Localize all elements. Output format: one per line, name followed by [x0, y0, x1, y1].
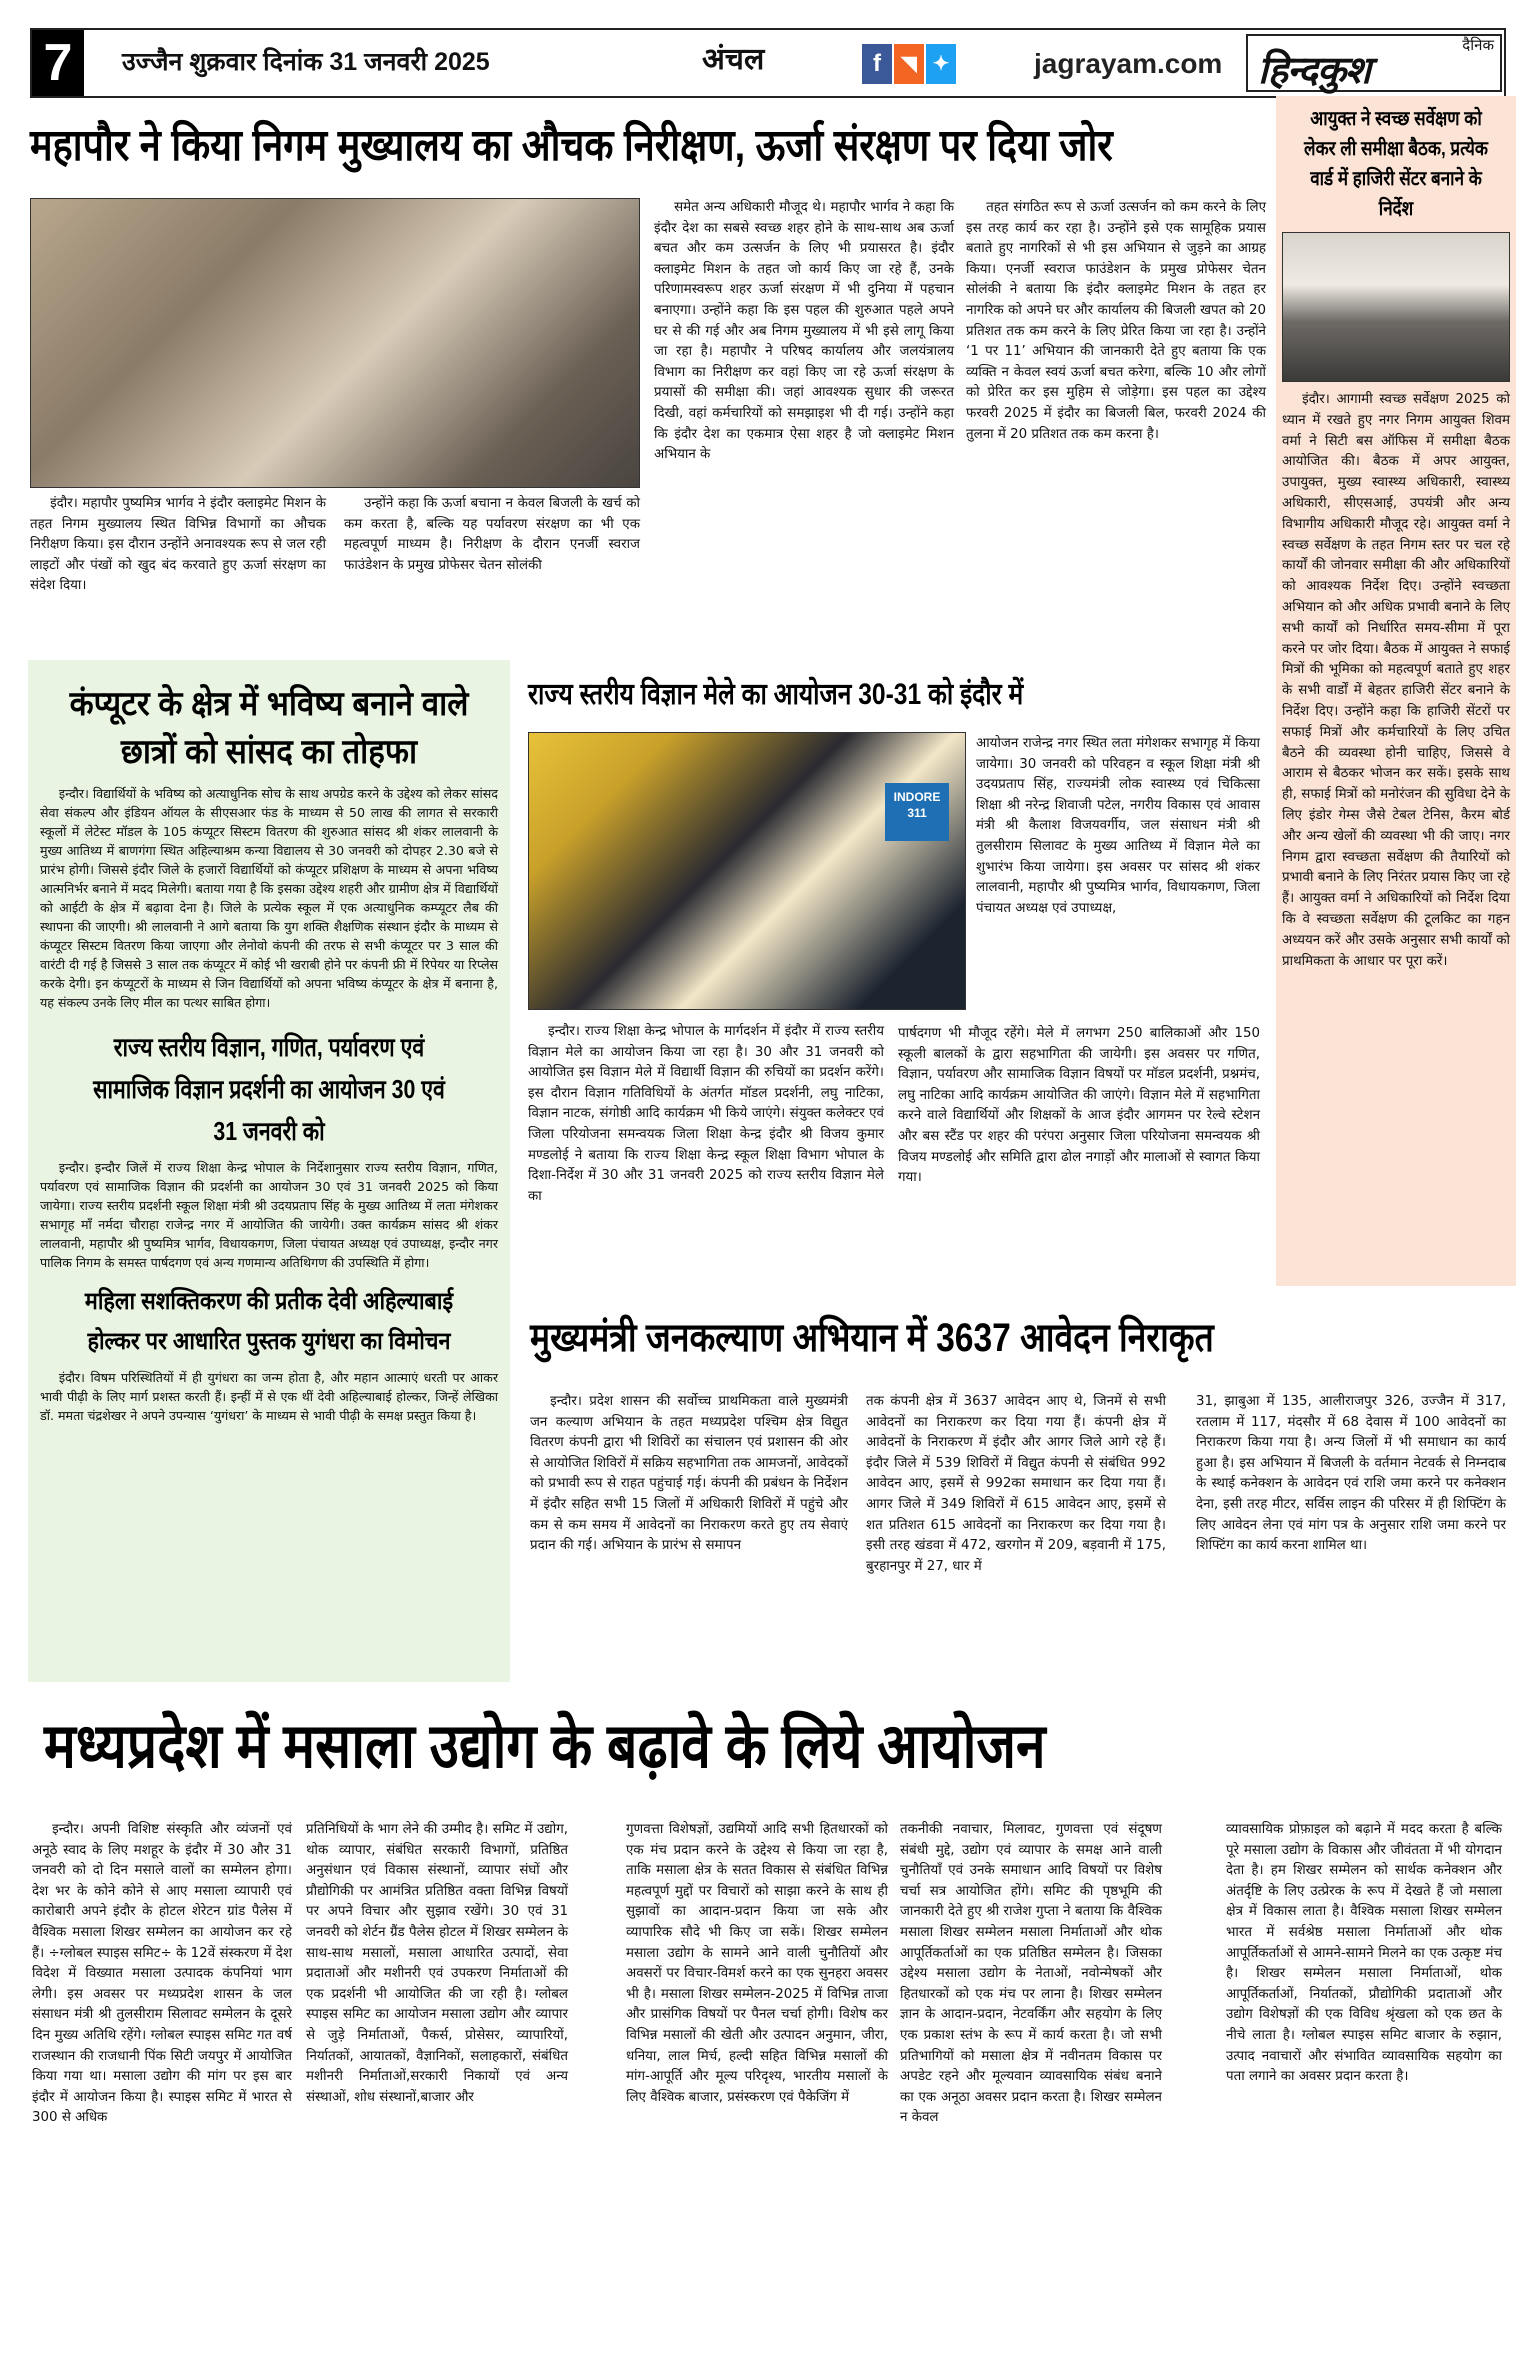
sidebar-story	[1276, 96, 1516, 1286]
cm-col-3: 31, झाबुआ में 135, आलीराजपुर 326, उज्जैन में 317, रतलाम में 117, मंदसौर में 68 देवास में 100 आवेदनों का निराकरण किया गया है। अन्य जिलों में भी समाधान का कार्य हुआ है। इस अभियान में बिजली के वर्तमान नेटवर्क से निम्नदाब के स्थाई कनेक्शन के आवेदन एवं राशि जमा करने पर कनेक्शन देना, इसी तरह मीटर, सर्विस लाइन की परिसर में ही शिफ्टिंग के लिए आवेदन लेना एवं मांग पत्र के अनुसार राशि जमा करने पर शिफ्टिंग का कार्य करना शामिल था।	[1196, 1394, 1506, 1554]
spice-col-1: इन्दौर। अपनी विशिष्ट संस्कृति और व्यंजनों एवं अनूठे स्वाद के लिए मशहूर के इंदौर में 30 और 31 जनवरी को दो दिन मसाले वालों का सम्मेलन होगा। देश भर के कोने कोने से आए मसाला व्यापारी एवं कारोबारी अपने इंदौर के होटल शेरेटन ग्रांड पैलेस में वैश्विक मसाला शिखर सम्मेलन का आयोजन कर रहे हैं। ÷ग्लोबल स्पाइस समिट÷ के 12वें संस्करण में देश विदेश में विख्यात मसाला उत्पादक कंपनियां भाग लेगी। इस अवसर पर मध्यप्रदेश शासन के जल संसाधन मंत्री श्री तुलसीराम सिलावट सम्मेलन के दूसरे दिन मुख्य अतिथि रहेंगे। ग्लोबल स्पाइस समिट गत वर्ष राजस्थान की राजधानी पिंक सिटी जयपुर में आयोजित किया गया था। मसाला उद्योग की मांग पर इस बार इंदौर में आयोजन किया है। स्पाइस समिट में भारत से 300 से अधिक	[32, 1822, 292, 2126]
rss-icon[interactable]: ◥	[894, 44, 924, 84]
science-fair-bottom-left: इन्दौर। राज्य शिक्षा केन्द्र भोपाल के मार्गदर्शन में इंदौर में राज्य स्तरीय विज्ञान मेले का आयोजन किया जा रहा है। 30 और 31 जनवरी को आयोजित इस विज्ञान मेले में विद्यार्थी विज्ञान की रुचियों का प्रदर्शन करेंगे। इस दौरान विज्ञान गतिविधियों के अंतर्गत मॉडल प्रदर्शनी, लघु नाटिका, विज्ञान नाटक, संगोष्ठी आदि कार्यक्रम भी किये जाएंगे। संयुक्त कलेक्टर एवं जिला परियोजना समन्वयक जिला शिक्षा केन्द्र इंदौर श्री विजय कुमार मण्डलोई ने बताया कि राज्य शिक्षा केन्द्र स्कूल शिक्षा विभाग भोपाल के दिशा-निर्देश में 30 और 31 जनवरी 2025 को राज्य स्तरीय विज्ञान मेले का	[528, 1024, 884, 1204]
sidebar-body: इंदौर। आगामी स्वच्छ सर्वेक्षण 2025 को ध्यान में रखते हुए नगर निगम आयुक्त शिवम वर्मा ने सिटी बस ऑफिस में समीक्षा बैठक आयोजित की। बैठक में अपर आयुक्त, उपायुक्त, मुख्य स्वास्थ्य अधिकारी, स्वास्थ्य अधिकारी, सीएसआई, उपयंत्री और अन्य विभागीय अधिकारी मौजूद रहे। आयुक्त वर्मा ने स्वच्छ सर्वेक्षण के तहत निगम स्तर पर चल रहे कार्यों की जोनवार समीक्षा की और अधिकारियों को आवश्यक निर्देश दिए। उन्होंने स्वच्छता अभियान को और अधिक प्रभावी बनाने के लिए सभी कार्यों को निर्धारित समय-सीमा में पूरा करने पर जोर दिया। बैठक में आयुक्त ने सफाई मित्रों की भूमिका को महत्वपूर्ण बताते हुए शहर के सभी वार्डों में बेहतर हाजिरी सेंटर बनाने के निर्देश दिए। उन्होंने कहा कि हाजिरी सेंटरों पर सफाई मित्रों और कर्मचारियों के लिए उचित बैठने की व्यवस्था होनी चाहिए, जिससे वे आराम से बैठकर भोजन कर सकें। इसके साथ ही, सफाई मित्रों को मनोरंजन की सुविधा देने के लिए इंडोर गेम्स जैसे टेबल टेनिस, कैरम बोर्ड और अन्य खेलों की व्यवस्था भी की जाए। नगर निगम द्वारा स्वच्छता सर्वेक्षण की तैयारियों को प्रभावी बनाने के लिए निरंतर प्रयास किए जा रहे हैं। आयुक्त वर्मा ने अधिकारियों को निर्देश दिया कि वे स्वच्छता सर्वेक्षण की टूलकिट का गहन अध्ययन करें और उसके अनुसार सभी कार्यों को प्राथमिकता के आधार पर पूरा करें।	[1282, 392, 1510, 969]
sidebar-headline: आयुक्त ने स्वच्छ सर्वेक्षण को लेकर ली समीक्षा बैठक, प्रत्येक वार्ड में हाजिरी सेंटर बनाने के निर्देश	[1304, 108, 1488, 220]
lead-col-4: तहत संगठित रूप से ऊर्जा उत्सर्जन को कम करने के लिए इस तरह कार्य कर रहा है। उन्होंने इसे एक सामूहिक प्रयास बताते हुए नागरिकों से भी इस अभियान से जुड़ने का आग्रह किया। एनर्जी स्वराज फाउंडेशन के प्रमुख प्रोफेसर चेतन सोलंकी ने बताया कि इंदौर क्लाइमेट मिशन के तहत हर नागरिक को अपने घर और कार्यालय की बिजली खपत को 20 प्रतिशत तक कम करने के लिए प्रेरित किया जा रहा है। उन्होंने ‘1 पर 11’ अभियान की जानकारी देते हुए बताया कि एक व्यक्ति न केवल स्वयं ऊर्जा बचत करेगा, बल्कि 10 और लोगों को प्रेरित कर इस मुहिम से जोड़ेगा। इस पहल का उद्देश्य फरवरी 2025 में इंदौर का बिजली बिल, फरवरी 2024 की तुलना में 20 प्रतिशत तक कम करना है।	[966, 200, 1266, 442]
lead-photo	[30, 198, 640, 488]
section-name: अंचल	[702, 43, 765, 76]
page-number: 7	[32, 30, 84, 96]
logo-name: हिन्दकुश	[1258, 47, 1370, 92]
sidebar-photo	[1282, 232, 1510, 382]
logo-prefix: दैनिक	[1462, 36, 1494, 54]
dateline: उज्जैन शुक्रवार दिनांक 31 जनवरी 2025	[122, 48, 490, 76]
science-fair-photo	[528, 732, 966, 1010]
computer-headline: कंप्यूटर के क्षेत्र में भविष्य बनाने वाले छात्रों को सांसद का तोहफा	[69, 685, 469, 771]
lead-col-1: इंदौर। महापौर पुष्यमित्र भार्गव ने इंदौर क्लाइमेट मिशन के तहत निगम मुख्यालय स्थित विभिन्न विभागों का औचक निरीक्षण किया। इस दौरान उन्होंने अनावश्यक रूप से जल रही लाइटों और पंखों को खुद बंद करवाते हुए ऊर्जा संरक्षण का संदेश दिया।	[30, 496, 326, 594]
cm-headline: मुख्यमंत्री जनकल्याण अभियान में 3637 आवेदन निराकृत	[530, 1316, 1214, 1360]
lead-headline: महापौर ने किया निगम मुख्यालय का औचक निरीक्षण, ऊर्जा संरक्षण पर दिया जोर	[30, 121, 1113, 170]
spice-col-5: व्यावसायिक प्रोफ़ाइल को बढ़ाने में मदद करता है बल्कि पूरे मसाला उद्योग के विकास और जीवंतता में भी योगदान देता है। हम शिखर सम्मेलन को सार्थक कनेक्शन और अंतर्दृष्टि के लिए उत्प्रेरक के रूप में देखते हैं जो मसाला क्षेत्र में विकास लाता है। वैश्विक मसाला शिखर सम्मेलन भारत में सर्वश्रेष्ठ मसाला निर्माताओं और थोक आपूर्तिकर्ताओं से आमने-सामने मिलने का एक उत्कृष्ट मंच है। शिखर सम्मेलन मसाला निर्माताओं, थोक आपूर्तिकर्ताओं, निर्यातकों, प्रौद्योगिकी प्रदाताओं और उद्योग विशेषज्ञों की एक विविध श्रृंखला को एक छत के नीचे लाता है। ग्लोबल स्पाइस समिट बाजार के रुझान, उत्पाद नवाचारों और संभावित व्यावसायिक सहयोग का पता लगाने का अवसर प्रदान करता है।	[1226, 1822, 1502, 2085]
computer-body: इन्दौर। विद्यार्थियों के भविष्य को अत्याधुनिक सोच के साथ अपग्रेड करने के उद्देश्य को लेकर सांसद सेवा संकल्प और इंडियन ऑयल के सीएसआर फंड के माध्यम से 50 लाख की लागत से सरकारी स्कूलों में लेटेस्ट मॉडल के 105 कंप्यूटर सिस्टम वितरण की शुरुआत सांसद श्री शंकर लालवानी के मुख्य आतिथ्य में बाणगंगा स्थित अहिल्याश्रम कन्या विद्यालय से 30 जनवरी को दोपहर 2.30 बजे से प्रारंभ होगी। जिससे इंदौर जिले के हजारों विद्यार्थियों को कंप्यूटर प्रशिक्षण के माध्यम से अपना भविष्य आत्मनिर्भर बनाने में मदद मिलेगी। बताया गया है कि इसका उद्देश्य शहरी और ग्रामीण क्षेत्र में विद्यार्थियों को आईटी के क्षेत्र में बढ़ावा देना है। जिले के प्रत्येक स्कूल में एक अत्याधुनिक कम्प्यूटर लैब की स्थापना की जाएगी। श्री लालवानी ने आगे बताया कि युग शक्ति शैक्षणिक संस्थान इंदौर के माध्यम से कंप्यूटर सिस्टम वितरण किया जाएगा और लेनोवो कंपनी की तरफ से सभी कंप्यूटर पर 3 साल की वारंटी दी गई है जिससे 3 साल तक कंप्यूटर में कोई भी खराबी होने पर कंपनी फ्री में रिपेयर या रिप्लेस करके देगी। इन कंप्यूटरों के माध्यम से जिन विद्यार्थियों को अपना भविष्य कंप्यूटर के क्षेत्र में बनाना है, यह संकल्प उनके लिए मील का पत्थर साबित होगा।	[40, 786, 498, 1010]
book-headline: महिला सशक्तिकरण की प्रतीक देवी अहिल्याबाई होल्कर पर आधारित पुस्तक युगंधरा का विमोचन	[84, 1288, 454, 1355]
science-fair-headline: राज्य स्तरीय विज्ञान मेले का आयोजन 30-31 को इंदौर में	[528, 678, 1024, 711]
science-fair-bottom-right: पार्षदगण भी मौजूद रहेंगे। मेले में लगभग 250 बालिकाओं और 150 स्कूली बालकों के द्वारा सहभागिता की जायेगी। इस अवसर पर गणित, विज्ञान, पर्यावरण और सामाजिक विज्ञान विषयों पर मॉडल प्रदर्शनी, प्रश्नमंच, लघु नाटिका आदि कार्यक्रम आयोजित की जाएंगे। विज्ञान मेले में सहभागिता करने वाले विद्यार्थियों और शिक्षकों के आज इंदौर आगमन पर रेल्वे स्टेशन और बस स्टैंड पर शहर की परंपरा अनुसार जिला परियोजना समन्वयक श्री विजय मण्डलोई और समिति द्वारा ढोल नगाड़ों और मालाओं से स्वागत किया गया।	[898, 1026, 1260, 1186]
indore-311-sign: INDORE 311	[885, 783, 949, 841]
newspaper-logo	[1246, 34, 1502, 92]
twitter-icon[interactable]: ✦	[926, 44, 956, 84]
lead-col-3: समेत अन्य अधिकारी मौजूद थे। महापौर भार्गव ने कहा कि इंदौर देश का सबसे स्वच्छ शहर होने के साथ-साथ अब ऊर्जा बचत और कम उत्सर्जन के लिए भी प्रयासरत है। इंदौर क्लाइमेट मिशन के तहत जो कार्य किए जा रहे हैं, उनके परिणामस्वरूप शहर ऊर्जा संरक्षण में भी दुनिया में पहचान बनाएगा। उन्होंने कहा कि इस पहल की शुरुआत पहले अपने घर से की गई और अब निगम मुख्यालय में भी इसे लागू किया जा रहा है। महापौर ने परिषद कार्यालय और जलयंत्रालय विभाग का निरीक्षण कर वहां किए जा रहे ऊर्जा संरक्षण के प्रयासों की समीक्षा की। जहां आवश्यक सुधार की जरूरत दिखी, वहां कर्मचारियों को समझाइश भी दी गई। उन्होंने कहा कि इंदौर देश का एकमात्र ऐसा शहर है जो क्लाइमेट मिशन अभियान के	[654, 200, 954, 463]
book-body: इंदौर। विषम परिस्थितियों में ही युगंधरा का जन्म होता है, और महान आत्माएं धरती पर आकर भावी पीढ़ी के लिए मार्ग प्रशस्त करती हैं। इन्हीं में से एक थीं देवी अहिल्याबाई होल्कर, जिन्हें लेखिका डॉ. ममता चंद्रशेखर ने अपने उपन्यास ‘युगंधरा’ के माध्यम से भावी पीढ़ी के समक्ष प्रस्तुत किया है।	[40, 1370, 498, 1423]
spice-col-4: तकनीकी नवाचार, मिलावट, गुणवत्ता एवं संदूषण संबंधी मुद्दे, उद्योग एवं व्यापार के समक्ष आने वाली चुनौतियाँ एवं उनके समाधान आदि विषयों पर विशेष चर्चा सत्र आयोजित होंगे। समिट की पृष्ठभूमि की जानकारी देते हुए श्री राजेश गुप्ता ने बताया कि वैश्विक मसाला शिखर सम्मेलन मसाला निर्माताओं और थोक आपूर्तिकर्ताओं का एक प्रतिष्ठित सम्मेलन है। जिसका उद्देश्य मसाला उद्योग के नेताओं, नवोन्मेषकों और हितधारकों को एक मंच पर लाना है। शिखर सम्मेलन ज्ञान के आदान-प्रदान, नेटवर्किंग और सहयोग के लिए एक प्रकाश स्तंभ के रूप में कार्य करता है। जो सभी प्रतिभागियों को मसाला क्षेत्र में नवीनतम विकास पर अपडेट रहने और मूल्यवान व्यावसायिक संबंध बनाने का एक अनूठा अवसर प्रदान करता है। शिखर सम्मेलन न केवल	[900, 1822, 1162, 2126]
lead-col-2: उन्होंने कहा कि ऊर्जा बचाना न केवल बिजली के खर्च को कम करता है, बल्कि यह पर्यावरण संरक्षण का भी एक महत्वपूर्ण माध्यम है। निरीक्षण के दौरान एनर्जी स्वराज फाउंडेशन के प्रमुख प्रोफेसर चेतन सोलंकी	[344, 496, 640, 573]
social-links	[862, 44, 956, 84]
facebook-icon[interactable]: f	[862, 44, 892, 84]
spice-col-3: गुणवत्ता विशेषज्ञों, उद्यमियों आदि सभी हितधारकों को एक मंच प्रदान करने के उद्देश्य से किया जा रहा है, ताकि मसाला क्षेत्र के सतत विकास से संबंधित विभिन्न महत्वपूर्ण मुद्दों पर विचारों को साझा करने के साथ ही सुझावों का आदान-प्रदान किया जा सके और व्यापारिक सौदे भी किए जा सकें। शिखर सम्मेलन मसाला उद्योग के सामने आने वाली चुनौतियों और अवसरों पर विचार-विमर्श करने का एक सुनहरा अवसर भी है। मसाला शिखर सम्मेलन-2025 में विभिन्न ताजा और प्रासंगिक विषयों पर पैनल चर्चा होगी। विशेष कर विभिन्न मसालों की खेती और उत्पादन अनुमान, जीरा, धनिया, लाल मिर्च, हल्दी सहित विभिन्न मसालों की मांग-आपूर्ति और मूल्य परिदृश्य, भारतीय मसालों के लिए वैश्विक बाजार, प्रसंस्करण एवं पैकेजिंग में	[626, 1822, 888, 2105]
exhibition-body: इन्दौर। इन्दौर जिलें में राज्य शिक्षा केन्द्र भोपाल के निर्देशानुसार राज्य स्तरीय विज्ञान, गणित, पर्यावरण एवं सामाजिक विज्ञान की प्रदर्शनी का आयोजन 30 एवं 31 जनवरी 2025 को किया जायेगा। राज्य स्तरीय प्रदर्शनी स्कूल शिक्षा मंत्री श्री उदयप्रताप सिंह के मुख्य आतिथ्य में लता मंगेशकर सभागृह माँ नर्मदा चौराहा राजेन्द्र नगर में आयोजित की जायेगी। उक्त कार्यक्रम सांसद श्री शंकर लालवानी, महापौर श्री पुष्यमित्र भार्गव, विधायकगण, जिला पंचायत अध्यक्ष एवं उपाध्यक्ष, इन्दौर नगर पालिक निगम के समस्त पार्षदगण एवं अन्य गणमान्य अतिथिगण की उपस्थिति में होगा।	[40, 1160, 498, 1270]
spice-col-2: प्रतिनिधियों के भाग लेने की उम्मीद है। समिट में उद्योग, थोक व्यापार, संबंधित सरकारी विभागों, प्रतिष्ठित अनुसंधान एवं विकास संस्थानों, व्यापार संघों और प्रौद्योगिकी पर आमंत्रित प्रतिष्ठित वक्ता विभिन्न विषयों पर अपने विचार और सुझाव रखेंगे। 30 एवं 31 जनवरी को शेर्टन ग्रैंड पैलेस होटल में शिखर सम्मेलन के साथ-साथ मसालों, मसाला आधारित उत्पादों, सेवा प्रदाताओं और मशीनरी एवं उपकरण निर्माताओं की एक प्रदर्शनी भी आयोजित की जा रही है। ग्लोबल स्पाइस समिट का आयोजन मसाला उद्योग और व्यापार से जुड़े निर्माताओं, पैकर्स, प्रोसेसर, व्यापारियों, निर्यातकों, आयातकों, वैज्ञानिकों, सलाहकारों, संबंधित मशीनरी निर्माताओं,सरकारी निकायों एवं अन्य संस्थाओं, शोध संस्थानों,बाजार और	[306, 1822, 568, 2105]
cm-col-1: इन्दौर। प्रदेश शासन की सर्वोच्च प्राथमिकता वाले मुख्यमंत्री जन कल्याण अभियान के तहत मध्यप्रदेश पश्चिम क्षेत्र विद्युत वितरण कंपनी द्वारा भी शिविरों का संचालन एवं प्रशासन की ओर से आयोजित शिविरों में सक्रिय सहभागिता तक आमजनों, आवेदकों को प्रभावी रूप से राहत पहुंचाई गई। कंपनी की प्रबंधन के निर्देशन में इंदौर सहित सभी 15 जिलों में अधिकारी शिविरों में पहुंचे और कम से कम समय में आवेदनों का निराकरण करते हुए तय सेवाएं प्रदान की गई। अभियान के प्रारंभ से समापन	[530, 1394, 848, 1554]
exhibition-headline: राज्य स्तरीय विज्ञान, गणित, पर्यावरण एवं सामाजिक विज्ञान प्रदर्शनी का आयोजन 30 एवं 31 जनवरी को	[93, 1032, 445, 1146]
spice-headline: मध्यप्रदेश में मसाला उद्योग के बढ़ावे के लिये आयोजन	[44, 1712, 1046, 1781]
green-box	[28, 660, 510, 1682]
science-fair-right: आयोजन राजेन्द्र नगर स्थित लता मंगेशकर सभागृह में किया जायेगा। 30 जनवरी को परिवहन व स्कूल शिक्षा मंत्री श्री उदयप्रताप सिंह, राज्यमंत्री लोक स्वास्थ्य एवं चिकित्सा शिक्षा श्री नरेन्द्र शिवाजी पटेल, नगरीय विकास एवं आवास मंत्री श्री कैलाश विजयवर्गीय, जल संसाधन मंत्री श्री तुलसीराम सिलावट के मुख्य आतिथ्य में विज्ञान मेले का शुभारंभ किया जायेगा। इस अवसर पर सांसद श्री शंकर लालवानी, महापौर श्री पुष्यमित्र भार्गव, विधायकगण, जिला पंचायत अध्यक्ष एवं उपाध्यक्ष,	[976, 736, 1260, 916]
masthead	[30, 28, 1506, 98]
website-link[interactable]: jagrayam.com	[1034, 48, 1223, 79]
cm-col-2: तक कंपनी क्षेत्र में 3637 आवेदन आए थे, जिनमें से सभी आवेदनों का निराकरण कर दिया गया हैं। कंपनी क्षेत्र में आवेदनों के निराकरण में इंदौर और आगर जिले आगे रहे हैं। इंदौर जिले में 539 शिविरों में विद्युत कंपनी से संबंधित 992 आवेदन आए, इसमें से 992का समाधान कर दिया गया हैं। आगर जिले में 349 शिविरों में 615 आवेदन आए, इसमें से शत प्रतिशत 615 आवेदनों का निराकरण कर दिया गया है। इसी तरह खंडवा में 472, खरगोन में 209, बड़वानी में 175, बुरहानपुर में 27, धार में	[866, 1394, 1166, 1574]
